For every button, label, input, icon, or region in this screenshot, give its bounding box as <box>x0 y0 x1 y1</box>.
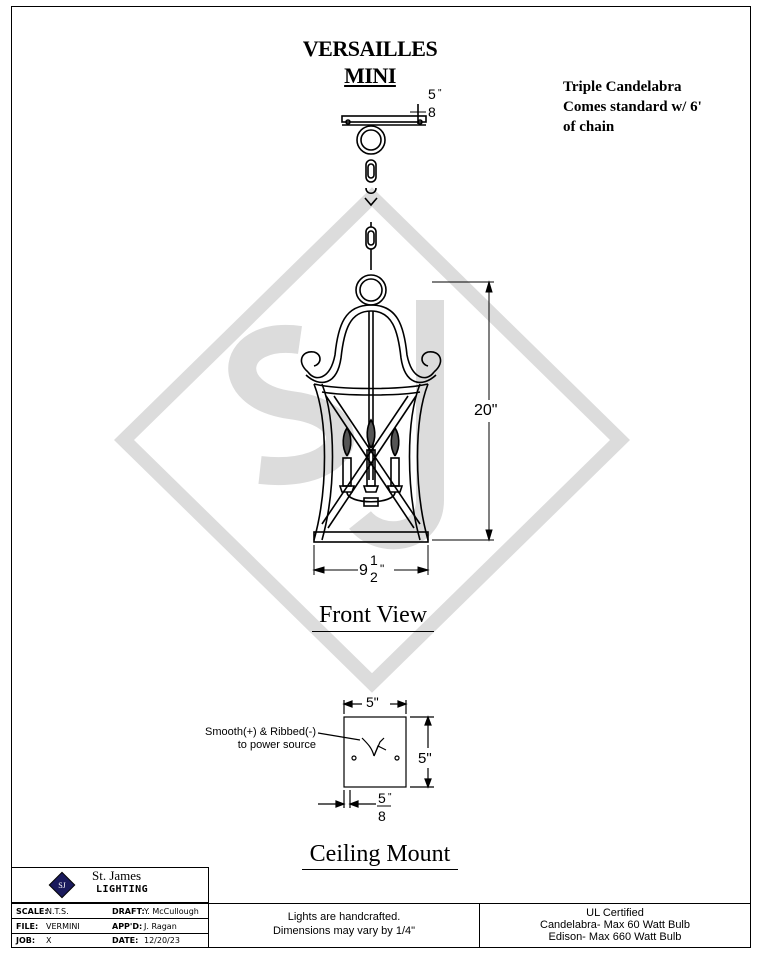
scale-label: SCALE: <box>16 907 48 916</box>
company-name: St. James <box>92 868 142 883</box>
mount-depth-unit: " <box>388 792 392 803</box>
draft-label: DRAFT: <box>112 907 145 916</box>
file-value: VERMINI <box>46 922 80 931</box>
job-value: X <box>46 936 52 945</box>
ceiling-mount-underline <box>302 869 458 870</box>
draft-value: Y. McCullough <box>144 907 199 916</box>
file-label: FILE: <box>16 922 39 931</box>
scale-value: N.T.S. <box>46 907 69 916</box>
handcrafted-box <box>209 903 480 948</box>
note-line-2: Comes standard w/ 6' <box>563 99 702 115</box>
width-unit: " <box>380 562 385 576</box>
front-view-caption: Front View <box>318 602 428 628</box>
title-block-info <box>11 903 209 948</box>
date-value: 12/20/23 <box>144 936 180 945</box>
company-tagline: LIGHTING <box>96 884 149 895</box>
mount-depth-denominator: 8 <box>378 808 386 824</box>
note-line-1: Triple Candelabra <box>563 79 682 95</box>
width-denominator: 2 <box>370 569 378 585</box>
ul-line-2: Candelabra- Max 60 Watt Bulb <box>540 919 690 931</box>
mount-width-dimension: 5" <box>366 694 379 710</box>
company-logo <box>48 871 76 899</box>
company-block <box>11 867 209 903</box>
job-label: JOB: <box>16 936 36 945</box>
ul-line-3: Edison- Max 660 Watt Bulb <box>548 931 682 943</box>
svg-text:SJ: SJ <box>58 881 66 890</box>
handcrafted-line-2: Dimensions may vary by 1/4" <box>272 925 416 937</box>
canopy-depth-numerator: 5 <box>428 86 436 102</box>
appd-label: APP'D: <box>112 922 143 931</box>
mount-depth-numerator: 5 <box>378 790 386 806</box>
product-subtitle: MINI <box>344 63 396 88</box>
width-whole: 9 <box>359 562 368 579</box>
wiring-note-line-1: Smooth(+) & Ribbed(-) <box>205 726 316 738</box>
ul-box <box>480 903 751 948</box>
ceiling-mount-caption: Ceiling Mount <box>309 841 451 867</box>
mount-height-dimension: 5" <box>418 750 432 767</box>
wiring-note-line-2: to power source <box>237 739 316 751</box>
date-label: DATE: <box>112 936 139 945</box>
ul-line-1: UL Certified <box>586 907 644 919</box>
product-title: VERSAILLES <box>302 36 438 61</box>
canopy-depth-unit: " <box>438 88 442 99</box>
note-line-3: of chain <box>563 119 615 135</box>
width-numerator: 1 <box>370 552 378 568</box>
wiring-note <box>180 726 316 752</box>
height-dimension: 20" <box>474 402 498 419</box>
appd-value: J. Ragan <box>144 922 177 931</box>
canopy-depth-denominator: 8 <box>428 104 436 120</box>
handcrafted-line-1: Lights are handcrafted. <box>287 911 401 923</box>
